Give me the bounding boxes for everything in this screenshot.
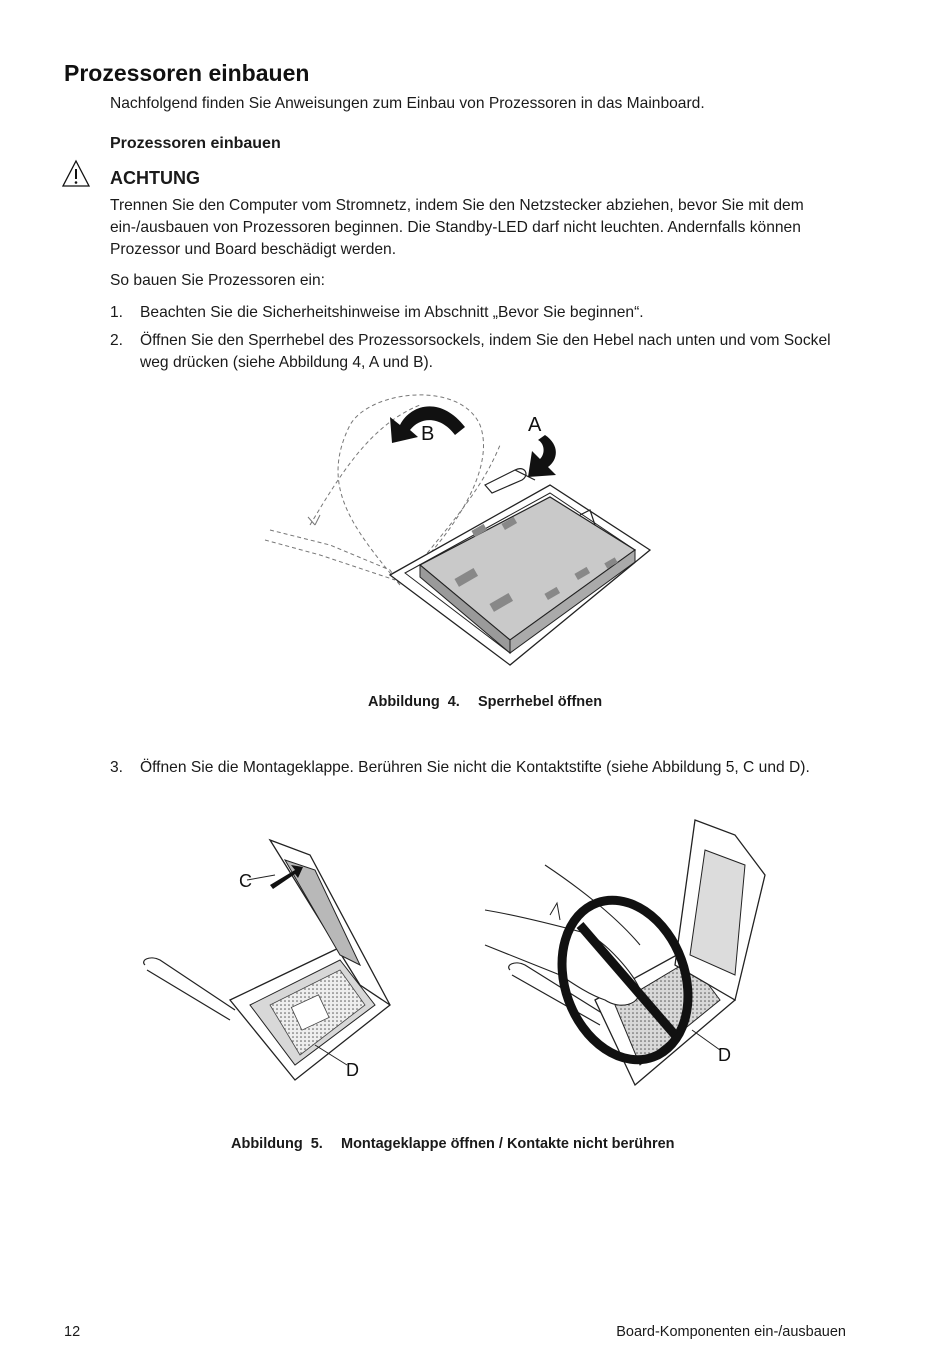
step-number: 2. [110, 332, 124, 349]
caution-title: ACHTUNG [110, 168, 200, 188]
figure-4-label: Abbildung 4. [368, 694, 460, 710]
figure-5-illustration [135, 815, 785, 1100]
figure-5-title: Montageklappe öffnen / Kontakte nicht berühren [341, 1136, 675, 1152]
page-heading: Prozessoren einbauen [64, 60, 310, 86]
steps-intro: So bauen Sie Prozessoren ein: [110, 272, 325, 289]
step-text: Öffnen Sie die Montageklappe. Berühren Sie nicht die Kontaktstifte (siehe Abbildung 5, C und D). [140, 759, 810, 776]
figure-5-label: Abbildung 5. [231, 1136, 323, 1152]
step-number: 3. [110, 759, 124, 776]
callout-d-left: D [346, 1060, 359, 1080]
page-number: 12 [64, 1324, 81, 1340]
step-text: Beachten Sie die Sicherheitshinweise im Abschnitt „Bevor Sie beginnen“. [140, 304, 644, 321]
callout-b: B [421, 423, 435, 445]
callout-a: A [528, 414, 542, 436]
warning-icon [61, 159, 91, 189]
figure-4-illustration [260, 385, 680, 675]
figure-4-title: Sperrhebel öffnen [478, 694, 603, 710]
footer-section: Board-Komponenten ein-/ausbauen [616, 1324, 846, 1340]
step-text: Öffnen Sie den Sperrhebel des Prozessorsockels, indem Sie den Hebel nach unten und vom Sockel weg drücken (siehe Abbildung 4, A und B). [140, 332, 831, 371]
step-number: 1. [110, 304, 124, 321]
subheading: Prozessoren einbauen [110, 135, 281, 152]
callout-c: C [239, 871, 252, 891]
caution-text: Trennen Sie den Computer vom Stromnetz, indem Sie den Netzstecker abziehen, bevor Sie mit dem ein-/ausbauen von Prozessoren beginnen. Die Standby-LED darf nicht leuchten. Andernfalls können Prozessor und Board beschädigt werden. [110, 197, 804, 258]
intro-text: Nachfolgend finden Sie Anweisungen zum Einbau von Prozessoren in das Mainboard. [110, 95, 705, 112]
callout-d-right: D [718, 1045, 731, 1065]
